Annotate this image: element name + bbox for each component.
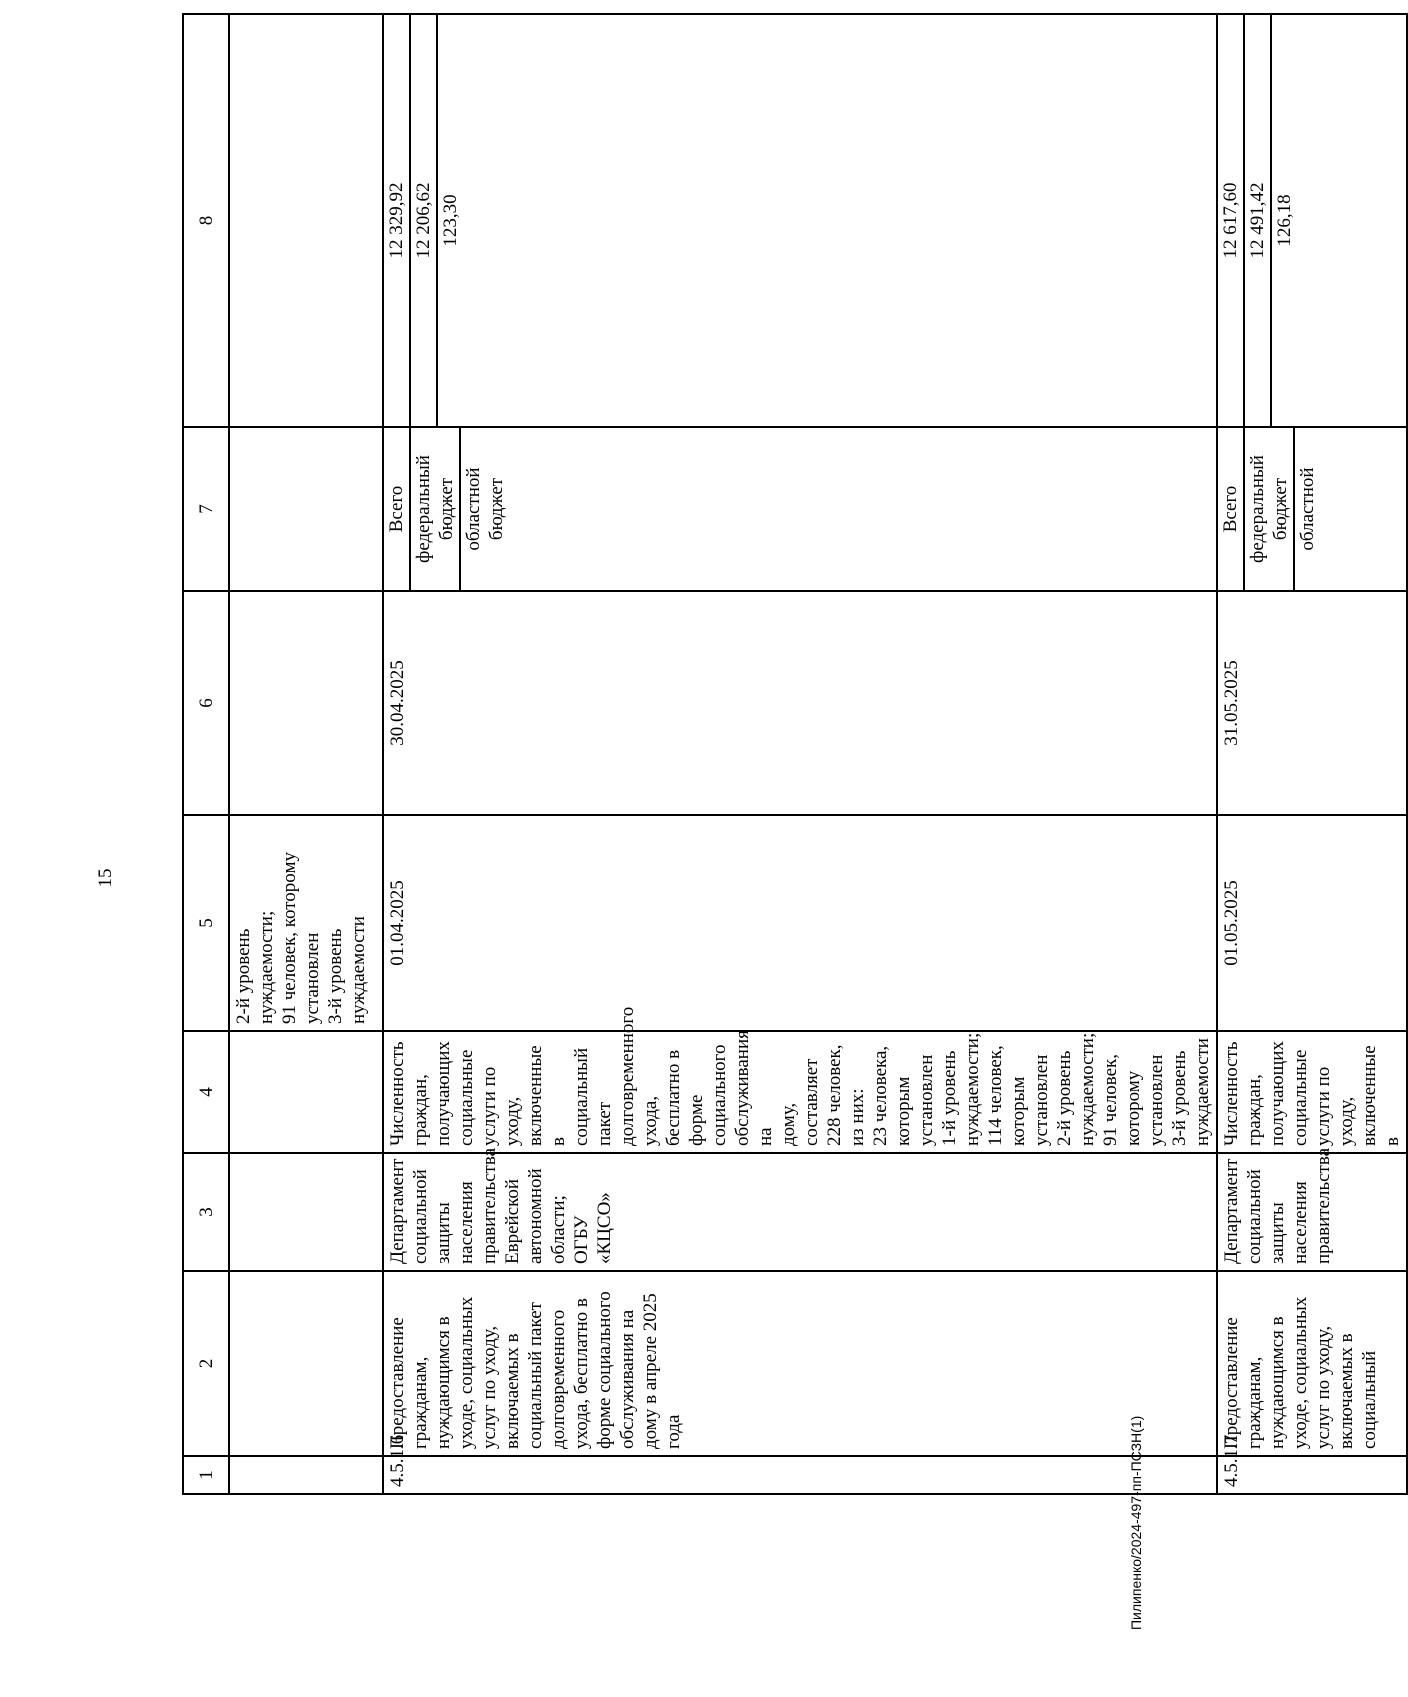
source-name: федеральный бюджет [1244, 428, 1294, 590]
amount-value: 12 329,92 [384, 15, 410, 426]
end-date: 31.05.2025 [1217, 591, 1407, 815]
header-cell: 2 [183, 1271, 229, 1456]
source-name: федеральный бюджет [410, 428, 460, 590]
header-cell: 4 [183, 1031, 229, 1153]
indicator-cell: 2-й уровень нуждаемости; 91 человек, которому установлен 3-й уровень нуждаемости [229, 815, 383, 1031]
source-name: Всего [1218, 428, 1244, 590]
amount-value: 12 617,60 [1218, 15, 1244, 426]
amount-value: 123,30 [440, 194, 461, 247]
row-number: 4.5.1.7 [1217, 1456, 1407, 1494]
table-row [229, 14, 383, 1494]
header-cell: 8 [183, 14, 229, 427]
source-subtable [1218, 428, 1320, 590]
empty-cell [229, 1031, 383, 1153]
event-cell: Предоставление гражданам, нуждающимся в уходе, социальных услуг по уходу, включаемых в социальный пакет долговременного ухода, бесплатно в форме социального обслуживания на дому в апреле 2025 года [383, 1271, 1217, 1456]
indicator-cell: Численность граждан, получающих социальные услуги по уходу, включенные в социальный пакет долговременного ухода, бесплатно в форме социального обслуживания на дому, составляет 228 человек, из них: 23 человека, которым установлен 1-й уровень нуждаемости; 114 человек, которым установлен 2-й уровень нуждаемости; 91 человек, которому установлен 3-й уровень нуждаемости [383, 1031, 1217, 1153]
measures-table [182, 13, 1408, 1495]
empty-cell [229, 427, 383, 591]
page-number: 15 [95, 868, 116, 888]
header-cell: 6 [183, 591, 229, 815]
financing-source-cell [1217, 427, 1407, 591]
header-row [183, 14, 229, 1494]
source-name: областной бюджет [463, 467, 507, 551]
financing-source-cell [383, 427, 1217, 591]
amount-subtable [384, 15, 463, 426]
table-row [383, 14, 1217, 1494]
rotated-table-wrapper [182, 15, 1403, 1495]
empty-cell [229, 1271, 383, 1456]
amount-value: 12 206,62 [410, 15, 437, 426]
indicator-cell: Численность граждан, получающих социальные услуги по уходу, включенные в [1217, 1031, 1407, 1153]
executor-cell: Департамент социальной защиты населения правительства Еврейской автономной области; ОГБУ «КЦСО» [383, 1153, 1217, 1271]
row-number: 4.5.1.6 [383, 1456, 1217, 1494]
header-cell: 1 [183, 1456, 229, 1494]
amount-value: 12 491,42 [1244, 15, 1271, 426]
financing-amount-cell [1217, 14, 1407, 427]
amount-subtable [1218, 15, 1297, 426]
amount-value: 126,18 [1274, 194, 1295, 247]
header-cell: 5 [183, 815, 229, 1031]
source-subtable [384, 428, 509, 590]
empty-cell [229, 14, 383, 427]
event-cell: Предоставление гражданам, нуждающимся в уходе, социальных услуг по уходу, включаемых в социальный [1217, 1271, 1407, 1456]
empty-cell [229, 1153, 383, 1271]
end-date: 30.04.2025 [383, 591, 1217, 815]
start-date: 01.05.2025 [1217, 815, 1407, 1031]
header-cell: 7 [183, 427, 229, 591]
executor-cell: Департамент социальной защиты населения правительства [1217, 1153, 1407, 1271]
header-cell: 3 [183, 1153, 229, 1271]
financing-amount-cell [383, 14, 1217, 427]
table-row [1217, 14, 1407, 1494]
empty-cell [229, 591, 383, 815]
empty-cell [229, 1456, 383, 1494]
source-name: областной [1297, 467, 1318, 551]
start-date: 01.04.2025 [383, 815, 1217, 1031]
document-footer-code: Пилипенко/2024-497-пп-ПСЗН(1) [1128, 1415, 1144, 1630]
source-name: Всего [384, 428, 410, 590]
